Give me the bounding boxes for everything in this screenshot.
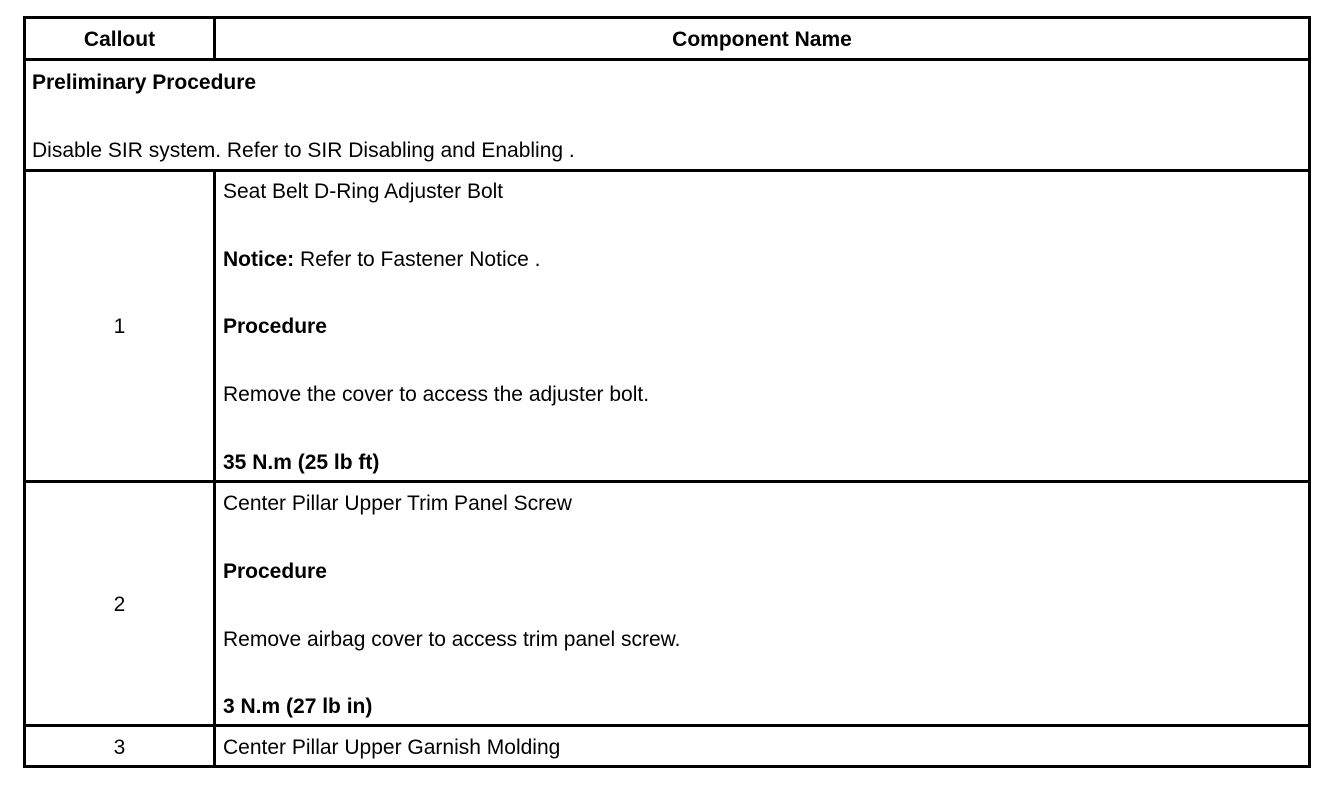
header-callout: Callout: [83, 28, 156, 51]
row2-callout: 2: [113, 593, 126, 616]
row1-procedure-label: Procedure: [223, 315, 327, 338]
header-divider: [26, 58, 1308, 61]
row2-procedure-label: Procedure: [223, 560, 327, 583]
preliminary-title: Preliminary Procedure: [32, 71, 257, 94]
row2-name: Center Pillar Upper Trim Panel Screw: [223, 492, 572, 515]
row1-procedure-text: Remove the cover to access the adjuster bolt.: [223, 383, 650, 406]
row2-procedure-text: Remove airbag cover to access trim panel screw.: [223, 628, 681, 651]
callout-table: [23, 16, 1311, 768]
header-component-name: Component Name: [672, 28, 852, 51]
row1-torque: 35 N.m (25 lb ft): [223, 451, 380, 474]
preliminary-text: Disable SIR system. Refer to SIR Disabling and Enabling .: [32, 139, 575, 162]
row2-torque: 3 N.m (27 lb in): [223, 695, 373, 718]
row1-notice-text: Refer to Fastener Notice .: [294, 248, 541, 271]
row1-notice-label: Notice:: [223, 248, 295, 271]
row1-callout: 1: [113, 315, 126, 338]
row1-name: Seat Belt D-Ring Adjuster Bolt: [223, 180, 504, 203]
row3-callout: 3: [113, 736, 126, 759]
column-divider-rows: [213, 169, 216, 765]
preliminary-divider: [26, 169, 1308, 172]
row1-divider: [26, 480, 1308, 483]
row1-notice: [223, 248, 540, 272]
row3-name: Center Pillar Upper Garnish Molding: [223, 736, 561, 759]
row2-divider: [26, 724, 1308, 727]
